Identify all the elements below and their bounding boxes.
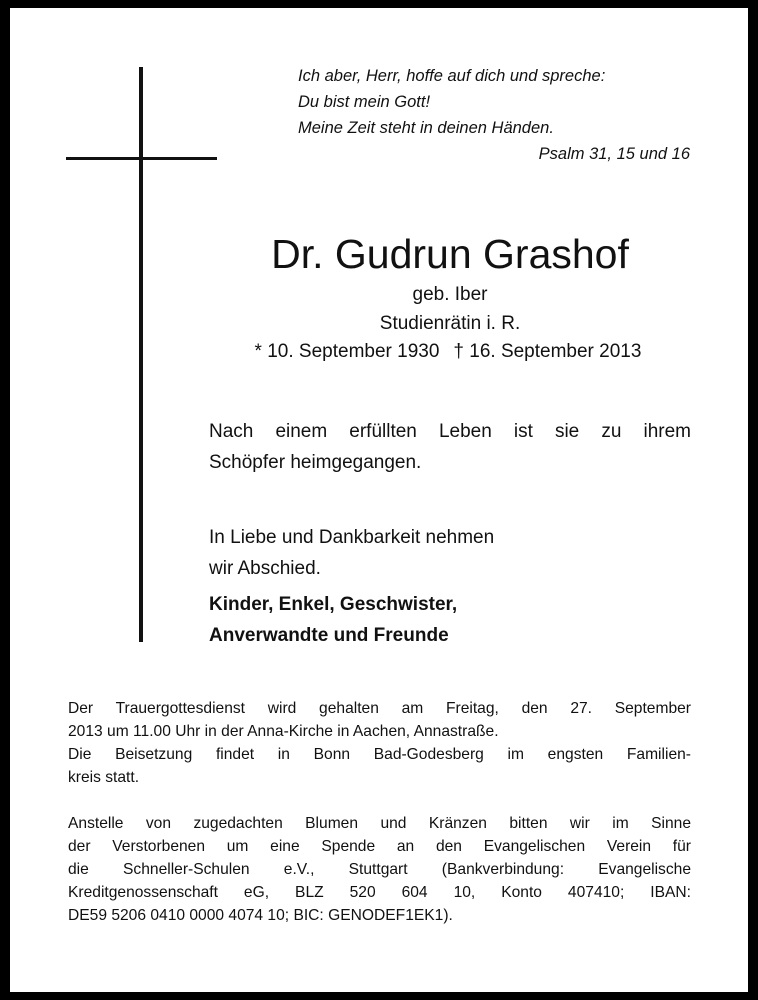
donation-line: der Verstorbenen um eine Spende an den Evangelischen Verein für [68,838,691,855]
maiden-name: geb. Iber [412,284,488,305]
service-line: Die Beisetzung findet in Bonn Bad-Godesberg im engsten Familien- [68,746,691,763]
donation-line: die Schneller-Schulen e.V., Stuttgart (Bankverbindung: Evangelische [68,861,691,878]
verse-line: Ich aber, Herr, hoffe auf dich und spreche: [298,67,606,85]
farewell-line: In Liebe und Dankbarkeit nehmen [209,527,495,548]
psalm-verse [298,63,690,167]
cross-horizontal-bar [66,157,217,160]
cross-vertical-bar [139,67,143,642]
professional-title: Studienrätin i. R. [379,313,521,334]
verse-line: Meine Zeit steht in deinen Händen. [298,119,554,137]
verse-source: Psalm 31, 15 und 16 [538,145,690,163]
service-line: 2013 um 11.00 Uhr in der Anna-Kirche in Aachen, Annastraße. [68,723,499,740]
donation-line: Anstelle von zugedachten Blumen und Kränzen bitten wir im Sinne [68,815,691,832]
death-date: † 16. September 2013 [453,341,642,362]
message-line: Nach einem erfüllten Leben ist sie zu ihrem [209,421,691,442]
donation-line: DE59 5206 0410 0000 4074 10; BIC: GENODEF1EK1). [68,907,453,924]
message-line: Schöpfer heimgegangen. [209,452,422,473]
birth-date: * 10. September 1930 [254,341,440,362]
service-notice [68,697,691,789]
farewell-message [209,522,691,584]
donation-notice [68,812,691,927]
verse-line: Du bist mein Gott! [298,93,431,111]
donation-line: Kreditgenossenschaft eG, BLZ 520 604 10, Konto 407410; IBAN: [68,884,691,901]
service-line: kreis statt. [68,769,140,786]
mourners-line: Anverwandte und Freunde [209,625,449,646]
deceased-name: Dr. Gudrun Grashof [271,231,629,277]
farewell-line: wir Abschied. [209,558,321,579]
mourners-line: Kinder, Enkel, Geschwister, [209,594,458,615]
passing-message [209,416,691,478]
life-dates [198,339,698,365]
service-line: Der Trauergottesdienst wird gehalten am Freitag, den 27. September [68,700,691,717]
mourners-signature [209,589,691,651]
